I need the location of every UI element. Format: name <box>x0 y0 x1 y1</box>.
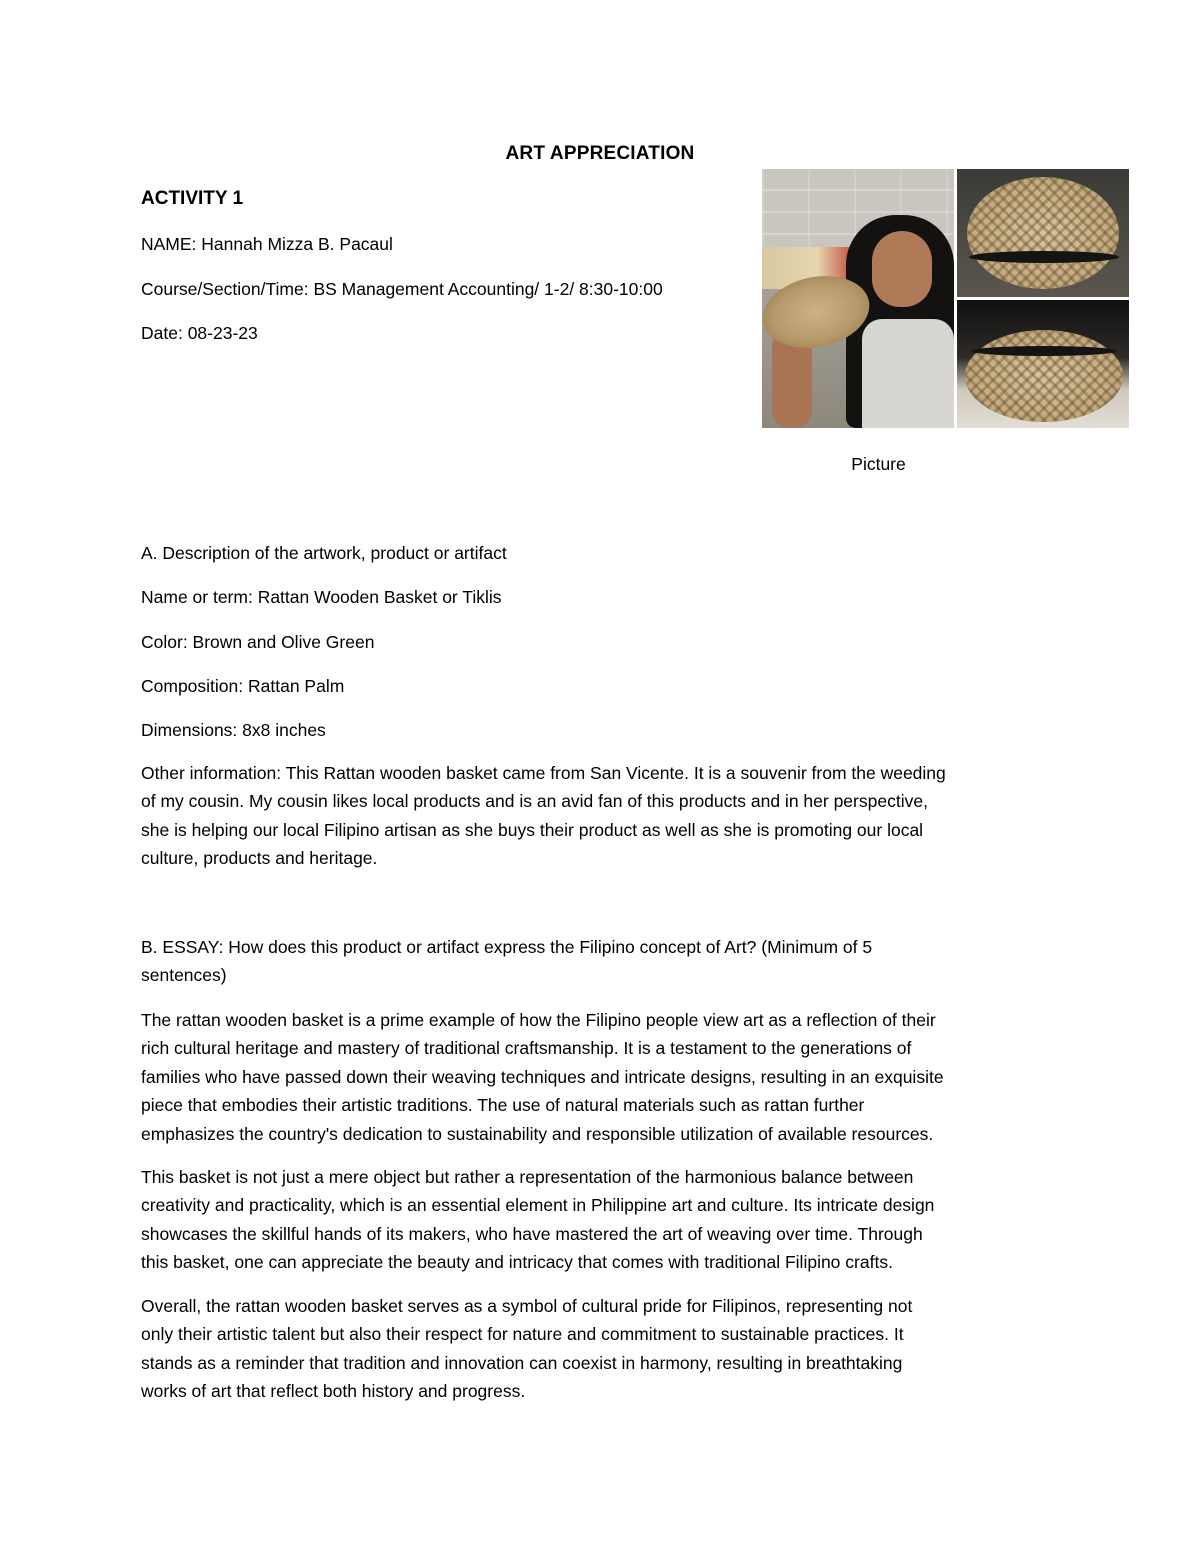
other-info-line: culture, products and heritage. <box>141 848 378 869</box>
document-title: ART APPRECIATION <box>505 143 695 164</box>
essay-line: this basket, one can appreciate the beauty and intricacy that comes with traditional Filipino crafts. <box>141 1252 893 1273</box>
essay-paragraph-2 <box>141 1163 1061 1277</box>
essay-line: piece that embodies their artistic traditions. The use of natural materials such as rattan further <box>141 1095 865 1116</box>
essay-question <box>141 933 1061 990</box>
essay-line: showcases the skillful hands of its makers, who have mastered the art of weaving over time. Through <box>141 1223 923 1244</box>
name-line: NAME: Hannah Mizza B. Pacaul <box>141 234 393 254</box>
photo-basket-side-view <box>957 300 1129 428</box>
date-line: Date: 08-23-23 <box>141 323 258 343</box>
essay-paragraph-1 <box>141 1006 1061 1148</box>
photo-collage <box>762 169 1129 428</box>
essay-line: The rattan wooden basket is a prime example of how the Filipino people view art as a reflection of their <box>141 1010 936 1030</box>
composition-line: Composition: Rattan Palm <box>141 676 345 696</box>
photo-basket-top-view <box>957 169 1129 297</box>
photo-basket-views <box>957 169 1129 428</box>
essay-paragraph-3 <box>141 1292 1061 1406</box>
section-a-heading: A. Description of the artwork, product or artifact <box>141 543 507 563</box>
color-line: Color: Brown and Olive Green <box>141 632 375 652</box>
essay-line: stands as a reminder that tradition and innovation can coexist in harmony, resulting in breathtaking <box>141 1352 903 1373</box>
name-or-term: Name or term: Rattan Wooden Basket or Tiklis <box>141 587 502 607</box>
essay-line: families who have passed down their weaving techniques and intricate designs, resulting in an exquisite <box>141 1066 944 1087</box>
essay-question-line: B. ESSAY: How does this product or artifact express the Filipino concept of Art? (Minimum of 5 <box>141 937 873 957</box>
other-information-paragraph <box>141 759 1061 873</box>
other-info-line: she is helping our local Filipino artisan as she buys their product as well as she is promoting our local <box>141 819 924 840</box>
essay-line: emphasizes the country's dedication to sustainability and responsible utilization of available resources. <box>141 1123 934 1144</box>
picture-caption: Picture <box>851 454 906 474</box>
course-line: Course/Section/Time: BS Management Accounting/ 1-2/ 8:30-10:00 <box>141 279 663 299</box>
essay-line: This basket is not just a mere object but rather a representation of the harmonious balance between <box>141 1167 914 1187</box>
essay-line: only their artistic talent but also their respect for nature and commitment to sustainable practices. It <box>141 1324 904 1345</box>
essay-question-line: sentences) <box>141 965 227 986</box>
activity-heading: ACTIVITY 1 <box>141 188 244 209</box>
essay-line: works of art that reflect both history and progress. <box>141 1381 526 1402</box>
photo-person-with-basket <box>762 169 954 428</box>
dimensions-line: Dimensions: 8x8 inches <box>141 720 326 740</box>
other-info-line: Other information: This Rattan wooden basket came from San Vicente. It is a souvenir from the weeding <box>141 763 946 783</box>
essay-line: creativity and practicality, which is an essential element in Philippine art and culture. Its intricate design <box>141 1195 935 1216</box>
essay-line: Overall, the rattan wooden basket serves as a symbol of cultural pride for Filipinos, representing not <box>141 1296 913 1316</box>
other-info-line: of my cousin. My cousin likes local products and is an avid fan of this products and in her perspective, <box>141 791 928 812</box>
essay-line: rich cultural heritage and mastery of traditional craftsmanship. It is a testament to the generations of <box>141 1038 912 1059</box>
